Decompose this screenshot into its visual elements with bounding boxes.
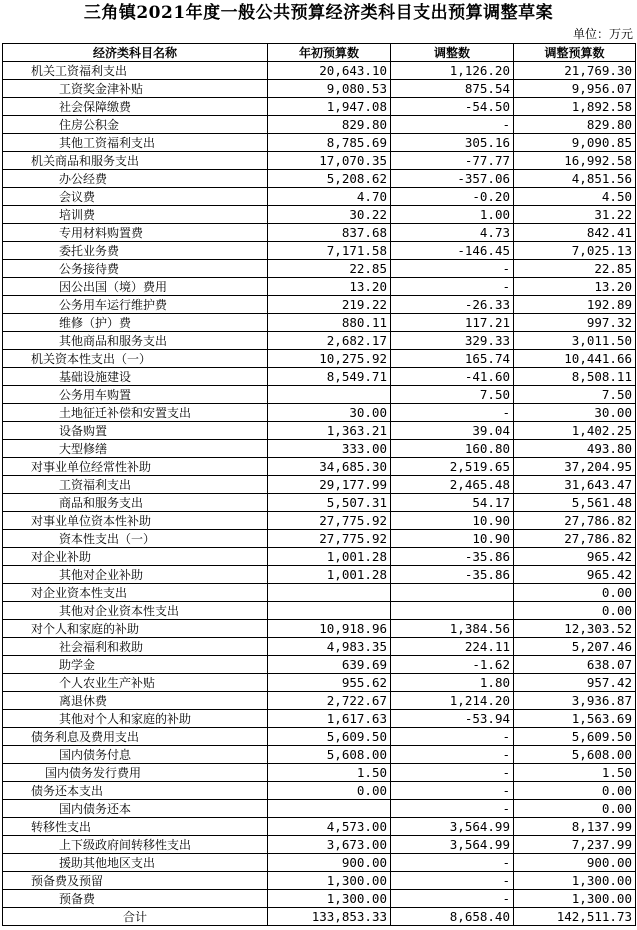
row-final-cell: 1,300.00 — [514, 890, 636, 908]
row-final-cell: 5,609.50 — [514, 728, 636, 746]
row-final-cell: 192.89 — [514, 296, 636, 314]
row-adjustment-cell: 1,384.56 — [391, 620, 514, 638]
row-final-cell: 5,561.48 — [514, 494, 636, 512]
row-initial-cell: 2,682.17 — [268, 332, 391, 350]
row-initial-cell: 1.50 — [268, 764, 391, 782]
row-final-cell: 638.07 — [514, 656, 636, 674]
row-adjustment-cell: 54.17 — [391, 494, 514, 512]
total-row — [3, 908, 636, 926]
row-final-cell: 5,608.00 — [514, 746, 636, 764]
row-name-cell: 维修（护）费 — [3, 314, 268, 332]
row-final-cell: 8,508.11 — [514, 368, 636, 386]
row-adjustment-cell: 1.80 — [391, 674, 514, 692]
row-adjustment-cell: -0.20 — [391, 188, 514, 206]
row-initial-cell: 22.85 — [268, 260, 391, 278]
row-final-cell: 1,402.25 — [514, 422, 636, 440]
row-final-cell: 37,204.95 — [514, 458, 636, 476]
unit-label: 单位：万元 — [572, 27, 633, 41]
row-adjustment-cell: 3,564.99 — [391, 818, 514, 836]
row-initial-cell: 219.22 — [268, 296, 391, 314]
table-row — [3, 620, 636, 638]
total-adjustment-cell: 8,658.40 — [391, 908, 514, 926]
row-name-cell: 对事业单位经常性补助 — [3, 458, 268, 476]
row-initial-cell: 4.70 — [268, 188, 391, 206]
table-row — [3, 224, 636, 242]
row-initial-cell: 30.22 — [268, 206, 391, 224]
row-adjustment-cell: - — [391, 854, 514, 872]
row-name-cell: 转移性支出 — [3, 818, 268, 836]
row-adjustment-cell: 10.90 — [391, 512, 514, 530]
row-adjustment-cell: -41.60 — [391, 368, 514, 386]
table-row — [3, 80, 636, 98]
table-row — [3, 602, 636, 620]
row-adjustment-cell: -77.77 — [391, 152, 514, 170]
row-name-cell: 个人农业生产补贴 — [3, 674, 268, 692]
row-initial-cell: 13.20 — [268, 278, 391, 296]
header-adjustment: 调整数 — [391, 44, 514, 62]
table-row — [3, 692, 636, 710]
row-initial-cell: 27,775.92 — [268, 512, 391, 530]
row-final-cell: 31,643.47 — [514, 476, 636, 494]
row-final-cell: 900.00 — [514, 854, 636, 872]
table-row — [3, 836, 636, 854]
row-initial-cell — [268, 800, 391, 818]
row-name-cell: 公务用车购置 — [3, 386, 268, 404]
row-name-cell: 机关商品和服务支出 — [3, 152, 268, 170]
row-initial-cell: 5,507.31 — [268, 494, 391, 512]
row-initial-cell: 29,177.99 — [268, 476, 391, 494]
row-initial-cell: 5,608.00 — [268, 746, 391, 764]
table-row — [3, 872, 636, 890]
table-row — [3, 764, 636, 782]
row-adjustment-cell: - — [391, 278, 514, 296]
row-initial-cell: 880.11 — [268, 314, 391, 332]
row-adjustment-cell: 1,126.20 — [391, 62, 514, 80]
row-name-cell: 工资福利支出 — [3, 476, 268, 494]
row-final-cell: 1.50 — [514, 764, 636, 782]
row-name-cell: 对个人和家庭的补助 — [3, 620, 268, 638]
row-initial-cell: 10,918.96 — [268, 620, 391, 638]
row-name-cell: 预备费 — [3, 890, 268, 908]
row-initial-cell: 1,001.28 — [268, 548, 391, 566]
row-adjustment-cell: 117.21 — [391, 314, 514, 332]
row-name-cell: 社会保障缴费 — [3, 98, 268, 116]
row-initial-cell: 333.00 — [268, 440, 391, 458]
row-initial-cell: 1,947.08 — [268, 98, 391, 116]
row-adjustment-cell: 305.16 — [391, 134, 514, 152]
table-row — [3, 674, 636, 692]
row-adjustment-cell: -357.06 — [391, 170, 514, 188]
table-row — [3, 440, 636, 458]
row-final-cell: 1,892.58 — [514, 98, 636, 116]
table-row — [3, 656, 636, 674]
table-row — [3, 494, 636, 512]
row-initial-cell: 4,983.35 — [268, 638, 391, 656]
row-adjustment-cell: 39.04 — [391, 422, 514, 440]
table-row — [3, 530, 636, 548]
row-initial-cell: 27,775.92 — [268, 530, 391, 548]
table-row — [3, 728, 636, 746]
row-adjustment-cell: - — [391, 800, 514, 818]
table-row — [3, 422, 636, 440]
row-name-cell: 对企业资本性支出 — [3, 584, 268, 602]
row-initial-cell: 3,673.00 — [268, 836, 391, 854]
row-adjustment-cell: - — [391, 404, 514, 422]
row-initial-cell: 1,300.00 — [268, 890, 391, 908]
row-initial-cell: 5,609.50 — [268, 728, 391, 746]
header-item-name: 经济类科目名称 — [3, 44, 268, 62]
row-initial-cell: 639.69 — [268, 656, 391, 674]
table-row — [3, 386, 636, 404]
row-adjustment-cell: - — [391, 746, 514, 764]
row-adjustment-cell: - — [391, 260, 514, 278]
row-name-cell: 其他对企业资本性支出 — [3, 602, 268, 620]
row-adjustment-cell: -54.50 — [391, 98, 514, 116]
row-name-cell: 援助其他地区支出 — [3, 854, 268, 872]
row-name-cell: 大型修缮 — [3, 440, 268, 458]
row-initial-cell — [268, 602, 391, 620]
row-name-cell: 对企业补助 — [3, 548, 268, 566]
row-name-cell: 专用材料购置费 — [3, 224, 268, 242]
table-row — [3, 260, 636, 278]
row-final-cell: 31.22 — [514, 206, 636, 224]
row-initial-cell: 1,363.21 — [268, 422, 391, 440]
row-final-cell: 997.32 — [514, 314, 636, 332]
table-row — [3, 98, 636, 116]
table-row — [3, 782, 636, 800]
table-row — [3, 566, 636, 584]
row-adjustment-cell: 10.90 — [391, 530, 514, 548]
row-final-cell: 16,992.58 — [514, 152, 636, 170]
table-header-row — [3, 44, 636, 62]
row-initial-cell: 955.62 — [268, 674, 391, 692]
row-final-cell: 0.00 — [514, 602, 636, 620]
total-label-cell: 合计 — [3, 908, 268, 926]
row-initial-cell: 9,080.53 — [268, 80, 391, 98]
row-initial-cell: 10,275.92 — [268, 350, 391, 368]
row-final-cell: 842.41 — [514, 224, 636, 242]
row-adjustment-cell: 224.11 — [391, 638, 514, 656]
row-initial-cell — [268, 584, 391, 602]
total-initial-cell: 133,853.33 — [268, 908, 391, 926]
row-name-cell: 工资奖金津补贴 — [3, 80, 268, 98]
row-final-cell: 957.42 — [514, 674, 636, 692]
row-final-cell: 10,441.66 — [514, 350, 636, 368]
header-adjusted-budget: 调整预算数 — [514, 44, 636, 62]
row-name-cell: 因公出国（境）费用 — [3, 278, 268, 296]
row-name-cell: 设备购置 — [3, 422, 268, 440]
row-final-cell: 1,300.00 — [514, 872, 636, 890]
row-initial-cell: 1,617.63 — [268, 710, 391, 728]
table-row — [3, 152, 636, 170]
row-final-cell: 27,786.82 — [514, 512, 636, 530]
row-adjustment-cell: - — [391, 890, 514, 908]
table-row — [3, 476, 636, 494]
row-final-cell: 965.42 — [514, 548, 636, 566]
table-row — [3, 314, 636, 332]
table-row — [3, 584, 636, 602]
table-row — [3, 800, 636, 818]
row-adjustment-cell: 160.80 — [391, 440, 514, 458]
row-name-cell: 培训费 — [3, 206, 268, 224]
row-initial-cell: 17,070.35 — [268, 152, 391, 170]
row-name-cell: 住房公积金 — [3, 116, 268, 134]
table-row — [3, 710, 636, 728]
table-row — [3, 206, 636, 224]
row-initial-cell: 20,643.10 — [268, 62, 391, 80]
row-name-cell: 国内债务付息 — [3, 746, 268, 764]
table-row — [3, 368, 636, 386]
row-name-cell: 其他对企业补助 — [3, 566, 268, 584]
table-row — [3, 548, 636, 566]
row-adjustment-cell: 2,519.65 — [391, 458, 514, 476]
row-final-cell: 7,025.13 — [514, 242, 636, 260]
row-initial-cell: 0.00 — [268, 782, 391, 800]
table-row — [3, 890, 636, 908]
row-name-cell: 公务用车运行维护费 — [3, 296, 268, 314]
row-initial-cell: 8,549.71 — [268, 368, 391, 386]
row-name-cell: 上下级政府间转移性支出 — [3, 836, 268, 854]
row-adjustment-cell: 1,214.20 — [391, 692, 514, 710]
row-final-cell: 493.80 — [514, 440, 636, 458]
row-name-cell: 基础设施建设 — [3, 368, 268, 386]
row-name-cell: 预备费及预留 — [3, 872, 268, 890]
row-initial-cell: 5,208.62 — [268, 170, 391, 188]
row-adjustment-cell: -146.45 — [391, 242, 514, 260]
row-final-cell: 8,137.99 — [514, 818, 636, 836]
row-final-cell: 12,303.52 — [514, 620, 636, 638]
table-row — [3, 458, 636, 476]
row-initial-cell: 4,573.00 — [268, 818, 391, 836]
row-adjustment-cell — [391, 584, 514, 602]
document-title: 三角镇2021年度一般公共预算经济类科目支出预算调整草案 — [83, 3, 554, 23]
row-name-cell: 债务利息及费用支出 — [3, 728, 268, 746]
row-name-cell: 机关资本性支出（一） — [3, 350, 268, 368]
table-row — [3, 746, 636, 764]
row-adjustment-cell: 4.73 — [391, 224, 514, 242]
header-initial-budget: 年初预算数 — [268, 44, 391, 62]
row-adjustment-cell: -53.94 — [391, 710, 514, 728]
row-initial-cell: 34,685.30 — [268, 458, 391, 476]
row-final-cell: 3,936.87 — [514, 692, 636, 710]
row-adjustment-cell: -35.86 — [391, 548, 514, 566]
row-adjustment-cell: -1.62 — [391, 656, 514, 674]
row-name-cell: 会议费 — [3, 188, 268, 206]
row-final-cell: 7.50 — [514, 386, 636, 404]
table-row — [3, 278, 636, 296]
row-final-cell: 3,011.50 — [514, 332, 636, 350]
table-row — [3, 134, 636, 152]
row-initial-cell: 837.68 — [268, 224, 391, 242]
row-name-cell: 商品和服务支出 — [3, 494, 268, 512]
row-adjustment-cell: 2,465.48 — [391, 476, 514, 494]
table-row — [3, 854, 636, 872]
table-row — [3, 404, 636, 422]
table-row — [3, 818, 636, 836]
total-final-cell: 142,511.73 — [514, 908, 636, 926]
row-final-cell: 9,956.07 — [514, 80, 636, 98]
row-name-cell: 土地征迁补偿和安置支出 — [3, 404, 268, 422]
row-name-cell: 助学金 — [3, 656, 268, 674]
table-row — [3, 170, 636, 188]
table-body — [3, 62, 636, 926]
row-name-cell: 其他工资福利支出 — [3, 134, 268, 152]
row-adjustment-cell: - — [391, 116, 514, 134]
row-final-cell: 21,769.30 — [514, 62, 636, 80]
row-adjustment-cell: - — [391, 782, 514, 800]
row-adjustment-cell: - — [391, 764, 514, 782]
table-row — [3, 296, 636, 314]
row-final-cell: 0.00 — [514, 584, 636, 602]
row-adjustment-cell: 3,564.99 — [391, 836, 514, 854]
table-row — [3, 512, 636, 530]
row-name-cell: 债务还本支出 — [3, 782, 268, 800]
row-name-cell: 委托业务费 — [3, 242, 268, 260]
table-row — [3, 332, 636, 350]
row-final-cell: 829.80 — [514, 116, 636, 134]
row-final-cell: 30.00 — [514, 404, 636, 422]
row-final-cell: 7,237.99 — [514, 836, 636, 854]
row-adjustment-cell: - — [391, 872, 514, 890]
row-name-cell: 办公经费 — [3, 170, 268, 188]
row-initial-cell: 2,722.67 — [268, 692, 391, 710]
row-adjustment-cell: -35.86 — [391, 566, 514, 584]
row-initial-cell: 900.00 — [268, 854, 391, 872]
row-final-cell: 0.00 — [514, 782, 636, 800]
row-final-cell: 965.42 — [514, 566, 636, 584]
row-final-cell: 0.00 — [514, 800, 636, 818]
table-row — [3, 350, 636, 368]
row-final-cell: 9,090.85 — [514, 134, 636, 152]
row-initial-cell: 1,001.28 — [268, 566, 391, 584]
row-final-cell: 4.50 — [514, 188, 636, 206]
table-row — [3, 188, 636, 206]
row-name-cell: 国内债务发行费用 — [3, 764, 268, 782]
row-name-cell: 其他商品和服务支出 — [3, 332, 268, 350]
row-name-cell: 社会福利和救助 — [3, 638, 268, 656]
row-adjustment-cell: 875.54 — [391, 80, 514, 98]
row-final-cell: 5,207.46 — [514, 638, 636, 656]
row-adjustment-cell: -26.33 — [391, 296, 514, 314]
budget-table — [2, 43, 636, 926]
row-initial-cell: 829.80 — [268, 116, 391, 134]
row-adjustment-cell: 7.50 — [391, 386, 514, 404]
row-final-cell: 22.85 — [514, 260, 636, 278]
row-final-cell: 27,786.82 — [514, 530, 636, 548]
row-name-cell: 公务接待费 — [3, 260, 268, 278]
row-adjustment-cell: 1.00 — [391, 206, 514, 224]
table-row — [3, 638, 636, 656]
row-name-cell: 国内债务还本 — [3, 800, 268, 818]
row-adjustment-cell — [391, 602, 514, 620]
row-initial-cell: 8,785.69 — [268, 134, 391, 152]
row-name-cell: 其他对个人和家庭的补助 — [3, 710, 268, 728]
row-initial-cell — [268, 386, 391, 404]
row-adjustment-cell: 165.74 — [391, 350, 514, 368]
table-row — [3, 116, 636, 134]
row-name-cell: 资本性支出（一） — [3, 530, 268, 548]
row-name-cell: 对事业单位资本性补助 — [3, 512, 268, 530]
table-row — [3, 62, 636, 80]
row-final-cell: 1,563.69 — [514, 710, 636, 728]
row-name-cell: 离退休费 — [3, 692, 268, 710]
unit-row — [0, 26, 637, 43]
row-initial-cell: 7,171.58 — [268, 242, 391, 260]
row-adjustment-cell: - — [391, 728, 514, 746]
row-final-cell: 13.20 — [514, 278, 636, 296]
row-initial-cell: 30.00 — [268, 404, 391, 422]
row-initial-cell: 1,300.00 — [268, 872, 391, 890]
table-row — [3, 242, 636, 260]
row-final-cell: 4,851.56 — [514, 170, 636, 188]
row-name-cell: 机关工资福利支出 — [3, 62, 268, 80]
row-adjustment-cell: 329.33 — [391, 332, 514, 350]
